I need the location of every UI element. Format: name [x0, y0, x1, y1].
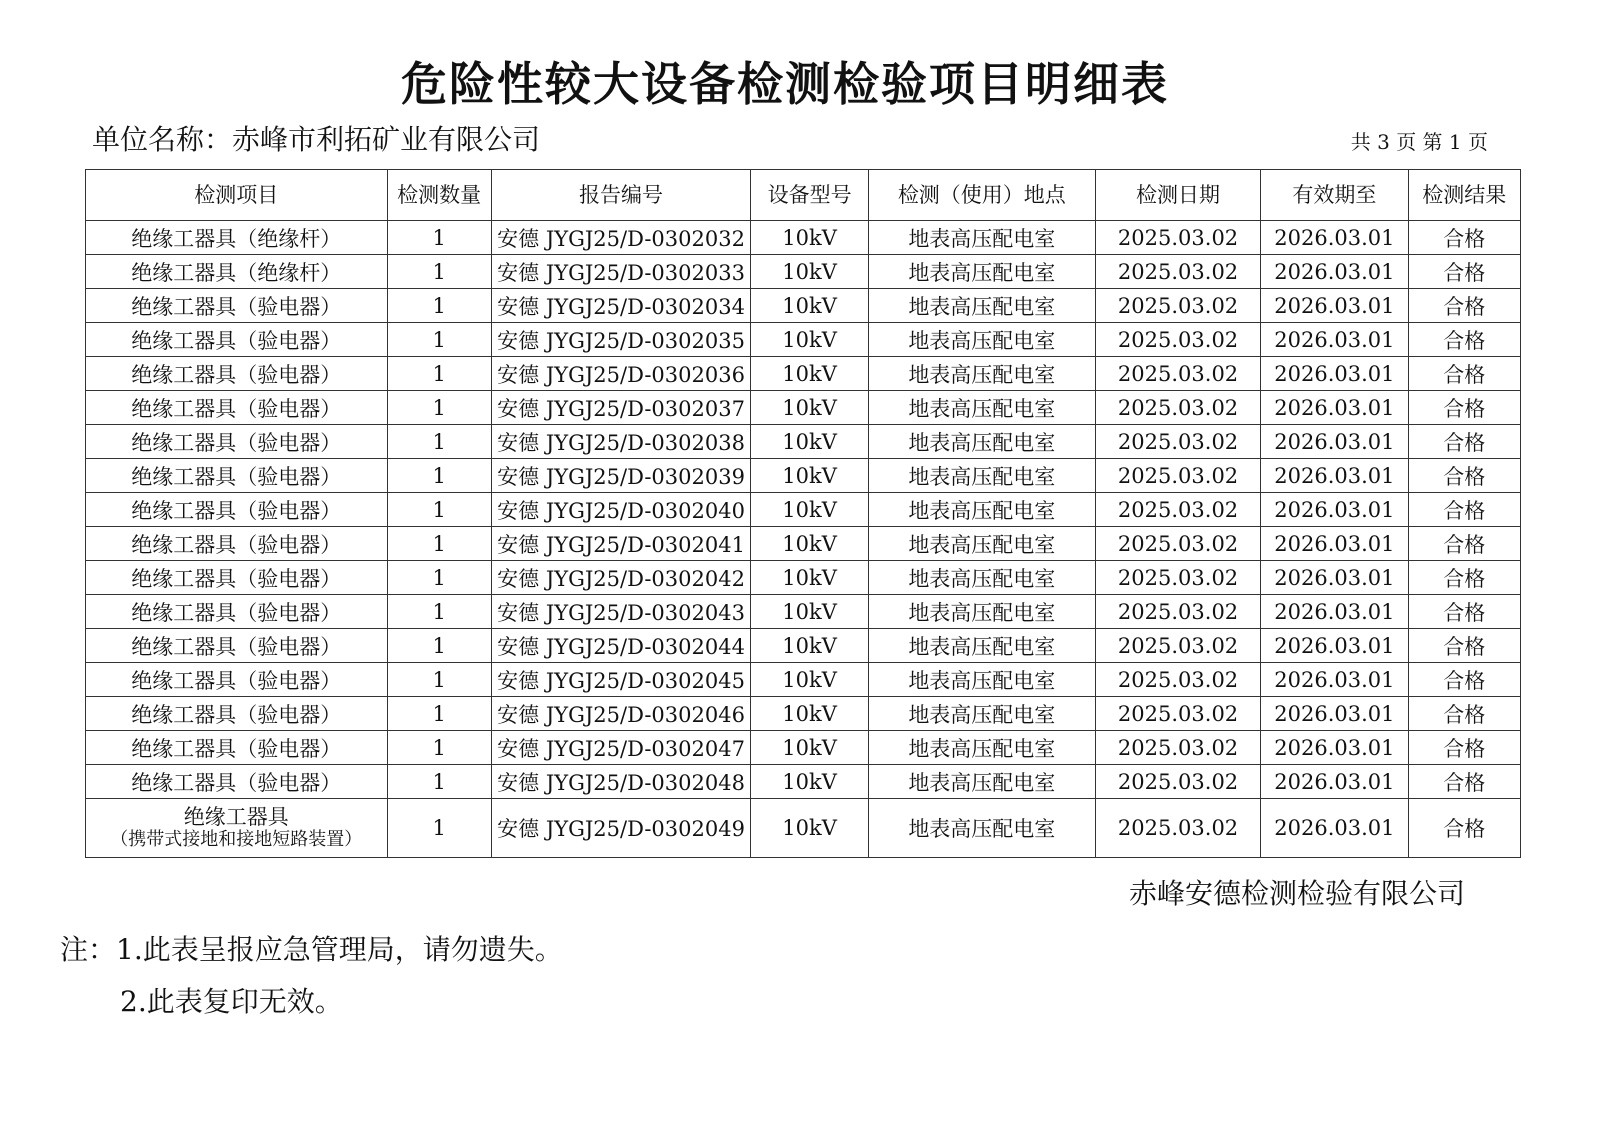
- table-cell: 10kV: [751, 697, 869, 731]
- table-row: [86, 731, 1521, 765]
- table-row: [86, 425, 1521, 459]
- table-cell: 2025.03.02: [1095, 561, 1261, 595]
- table-cell: 绝缘工器具（绝缘杆）: [86, 255, 388, 289]
- table-cell: 绝缘工器具（验电器）: [86, 765, 388, 799]
- document-title: 危险性较大设备检测检验项目明细表: [401, 57, 1169, 111]
- table-cell: 绝缘工器具（验电器）: [86, 493, 388, 527]
- table-cell: 1: [387, 731, 491, 765]
- table-cell: 安德 JYGJ25/D-0302041: [491, 527, 751, 561]
- table-cell: 1: [387, 663, 491, 697]
- table-cell: 2026.03.01: [1261, 255, 1408, 289]
- table-cell: 1: [387, 459, 491, 493]
- table-row: [86, 765, 1521, 799]
- table-cell: 2025.03.02: [1095, 493, 1261, 527]
- table-cell: 10kV: [751, 391, 869, 425]
- table-row: [86, 595, 1521, 629]
- table-cell: 地表高压配电室: [868, 323, 1095, 357]
- table-cell: 2026.03.01: [1261, 391, 1408, 425]
- table-cell: 绝缘工器具（验电器）: [86, 595, 388, 629]
- table-cell: 绝缘工器具（验电器）: [86, 561, 388, 595]
- header-cell: 有效期至: [1261, 170, 1408, 221]
- table-cell: 安德 JYGJ25/D-0302039: [491, 459, 751, 493]
- table-cell: 绝缘工器具（验电器）: [86, 731, 388, 765]
- table-cell: 2025.03.02: [1095, 663, 1261, 697]
- table-cell: 合格: [1408, 629, 1521, 663]
- table-row: [86, 221, 1521, 255]
- table-cell: 安德 JYGJ25/D-0302043: [491, 595, 751, 629]
- table-cell: 绝缘工器具（验电器）: [86, 425, 388, 459]
- table-cell: 10kV: [751, 221, 869, 255]
- table-cell: 合格: [1408, 289, 1521, 323]
- header-cell: 检测结果: [1408, 170, 1521, 221]
- table-cell: 10kV: [751, 663, 869, 697]
- table-cell: 绝缘工器具（验电器）: [86, 697, 388, 731]
- table-cell: 安德 JYGJ25/D-0302038: [491, 425, 751, 459]
- table-cell: 地表高压配电室: [868, 459, 1095, 493]
- table-cell: 1: [387, 221, 491, 255]
- table-cell: 合格: [1408, 221, 1521, 255]
- table-row: [86, 629, 1521, 663]
- table-cell: 1: [387, 799, 491, 858]
- table-cell: 合格: [1408, 391, 1521, 425]
- table-cell: 1: [387, 255, 491, 289]
- table-cell: 2026.03.01: [1261, 459, 1408, 493]
- table-cell: 1: [387, 595, 491, 629]
- table-cell: 10kV: [751, 629, 869, 663]
- table-cell: 2026.03.01: [1261, 595, 1408, 629]
- table-cell: 绝缘工器具（验电器）: [86, 527, 388, 561]
- table-cell: 安德 JYGJ25/D-0302036: [491, 357, 751, 391]
- table-cell: 安德 JYGJ25/D-0302037: [491, 391, 751, 425]
- table-cell: 2025.03.02: [1095, 799, 1261, 858]
- table-row: [86, 663, 1521, 697]
- table-cell: 2025.03.02: [1095, 765, 1261, 799]
- note-2: 2.此表复印无效。: [120, 985, 343, 1018]
- table-cell: 2026.03.01: [1261, 561, 1408, 595]
- table-cell: 10kV: [751, 731, 869, 765]
- table-cell: 2025.03.02: [1095, 357, 1261, 391]
- table-cell: 地表高压配电室: [868, 629, 1095, 663]
- table-cell: 绝缘工器具（验电器）: [86, 289, 388, 323]
- item-main-label: 绝缘工器具: [183, 805, 289, 829]
- table-cell: 地表高压配电室: [868, 765, 1095, 799]
- table-cell: 合格: [1408, 799, 1521, 858]
- table-cell: 2025.03.02: [1095, 391, 1261, 425]
- header-cell: 检测数量: [387, 170, 491, 221]
- header-cell: 设备型号: [751, 170, 869, 221]
- table-cell: 地表高压配电室: [868, 289, 1095, 323]
- table-cell: 绝缘工器具（验电器）: [86, 323, 388, 357]
- unit-name: 单位名称：赤峰市利拓矿业有限公司: [92, 123, 541, 156]
- table-cell: 10kV: [751, 493, 869, 527]
- table-cell: 安德 JYGJ25/D-0302044: [491, 629, 751, 663]
- table-cell: 1: [387, 357, 491, 391]
- table-row: [86, 323, 1521, 357]
- table-cell: 地表高压配电室: [868, 561, 1095, 595]
- table-cell: 安德 JYGJ25/D-0302045: [491, 663, 751, 697]
- table-cell: 2025.03.02: [1095, 221, 1261, 255]
- table-cell: 2025.03.02: [1095, 731, 1261, 765]
- table-cell: 地表高压配电室: [868, 493, 1095, 527]
- table-row: [86, 255, 1521, 289]
- table-cell: 2026.03.01: [1261, 527, 1408, 561]
- header-row: [86, 170, 1521, 221]
- table-cell: 2025.03.02: [1095, 527, 1261, 561]
- table-cell: 1: [387, 493, 491, 527]
- table-cell: 合格: [1408, 663, 1521, 697]
- table-cell: 安德 JYGJ25/D-0302032: [491, 221, 751, 255]
- table-cell: 地表高压配电室: [868, 357, 1095, 391]
- table-row: [86, 391, 1521, 425]
- table-row: [86, 493, 1521, 527]
- table-cell: 合格: [1408, 595, 1521, 629]
- table-cell: 2025.03.02: [1095, 595, 1261, 629]
- table-cell: 10kV: [751, 289, 869, 323]
- table-cell: 地表高压配电室: [868, 697, 1095, 731]
- table-cell-item: [86, 799, 388, 858]
- table-cell: 1: [387, 765, 491, 799]
- table-cell: 1: [387, 697, 491, 731]
- table-cell: 安德 JYGJ25/D-0302042: [491, 561, 751, 595]
- table-row: [86, 459, 1521, 493]
- table-cell: 10kV: [751, 459, 869, 493]
- table-cell: 10kV: [751, 255, 869, 289]
- table-cell: 安德 JYGJ25/D-0302047: [491, 731, 751, 765]
- table-cell: 安德 JYGJ25/D-0302033: [491, 255, 751, 289]
- table-cell: 地表高压配电室: [868, 799, 1095, 858]
- table-cell: 安德 JYGJ25/D-0302046: [491, 697, 751, 731]
- table-cell: 2025.03.02: [1095, 255, 1261, 289]
- table-cell: 绝缘工器具（验电器）: [86, 459, 388, 493]
- table-cell: 10kV: [751, 527, 869, 561]
- table-cell: 1: [387, 391, 491, 425]
- table-cell: 2026.03.01: [1261, 799, 1408, 858]
- table-cell: 10kV: [751, 425, 869, 459]
- table-cell: 2025.03.02: [1095, 697, 1261, 731]
- table-cell: 2026.03.01: [1261, 697, 1408, 731]
- note-1: 注：1.此表呈报应急管理局，请勿遗失。: [60, 933, 563, 966]
- table-cell: 绝缘工器具（验电器）: [86, 663, 388, 697]
- table-cell: 10kV: [751, 799, 869, 858]
- table-cell: 10kV: [751, 561, 869, 595]
- table-cell: 合格: [1408, 697, 1521, 731]
- table-cell: 合格: [1408, 493, 1521, 527]
- inspection-table: [85, 169, 1521, 858]
- table-cell: 2025.03.02: [1095, 459, 1261, 493]
- header-cell: 报告编号: [491, 170, 751, 221]
- table-cell: 2026.03.01: [1261, 357, 1408, 391]
- table-cell: 地表高压配电室: [868, 425, 1095, 459]
- table-cell: 1: [387, 561, 491, 595]
- table-cell: 安德 JYGJ25/D-0302040: [491, 493, 751, 527]
- table-cell: 2026.03.01: [1261, 663, 1408, 697]
- table-cell: 合格: [1408, 459, 1521, 493]
- table-cell: 绝缘工器具（验电器）: [86, 391, 388, 425]
- table-cell: 地表高压配电室: [868, 255, 1095, 289]
- table-cell: 2026.03.01: [1261, 765, 1408, 799]
- table-cell: 2026.03.01: [1261, 289, 1408, 323]
- table-cell: 合格: [1408, 731, 1521, 765]
- table-cell: 10kV: [751, 765, 869, 799]
- table-cell: 1: [387, 527, 491, 561]
- table-cell: 2026.03.01: [1261, 731, 1408, 765]
- table-cell: 2026.03.01: [1261, 493, 1408, 527]
- table-cell: 2026.03.01: [1261, 425, 1408, 459]
- table-row: [86, 697, 1521, 731]
- table-cell: 合格: [1408, 323, 1521, 357]
- table-cell: 合格: [1408, 561, 1521, 595]
- table-row: [86, 357, 1521, 391]
- item-sub-label: （携带式接地和接地短路装置）: [110, 829, 363, 850]
- table-cell: 地表高压配电室: [868, 595, 1095, 629]
- table-cell: 地表高压配电室: [868, 663, 1095, 697]
- table-cell: 2025.03.02: [1095, 323, 1261, 357]
- table-cell: 安德 JYGJ25/D-0302034: [491, 289, 751, 323]
- table-cell: 2025.03.02: [1095, 629, 1261, 663]
- table-cell: 1: [387, 425, 491, 459]
- issuing-organization: 赤峰安德检测检验有限公司: [1128, 877, 1465, 910]
- page-indicator: 共 3 页 第 1 页: [1350, 130, 1488, 154]
- table-cell: 2025.03.02: [1095, 289, 1261, 323]
- table-cell: 1: [387, 629, 491, 663]
- table-cell: 合格: [1408, 527, 1521, 561]
- header-cell: 检测日期: [1095, 170, 1261, 221]
- table-cell: 地表高压配电室: [868, 527, 1095, 561]
- header-cell: 检测项目: [86, 170, 388, 221]
- table-cell: 绝缘工器具（验电器）: [86, 357, 388, 391]
- table-cell: 安德 JYGJ25/D-0302049: [491, 799, 751, 858]
- table-cell: 合格: [1408, 255, 1521, 289]
- table-cell: 合格: [1408, 765, 1521, 799]
- table-row: [86, 799, 1521, 858]
- table-cell: 2026.03.01: [1261, 629, 1408, 663]
- table-cell: 合格: [1408, 425, 1521, 459]
- table-cell: 2026.03.01: [1261, 221, 1408, 255]
- table-cell: 2026.03.01: [1261, 323, 1408, 357]
- table-cell: 1: [387, 289, 491, 323]
- table-cell: 1: [387, 323, 491, 357]
- table-cell: 10kV: [751, 323, 869, 357]
- table-row: [86, 561, 1521, 595]
- table-row: [86, 289, 1521, 323]
- table-cell: 安德 JYGJ25/D-0302048: [491, 765, 751, 799]
- table-cell: 地表高压配电室: [868, 221, 1095, 255]
- table-cell: 2025.03.02: [1095, 425, 1261, 459]
- table-row: [86, 527, 1521, 561]
- table-cell: 绝缘工器具（绝缘杆）: [86, 221, 388, 255]
- table-cell: 10kV: [751, 357, 869, 391]
- header-cell: 检测（使用）地点: [868, 170, 1095, 221]
- table-cell: 地表高压配电室: [868, 731, 1095, 765]
- table-cell: 合格: [1408, 357, 1521, 391]
- table-cell: 10kV: [751, 595, 869, 629]
- table-cell: 安德 JYGJ25/D-0302035: [491, 323, 751, 357]
- table-cell: 地表高压配电室: [868, 391, 1095, 425]
- table-cell: 绝缘工器具（验电器）: [86, 629, 388, 663]
